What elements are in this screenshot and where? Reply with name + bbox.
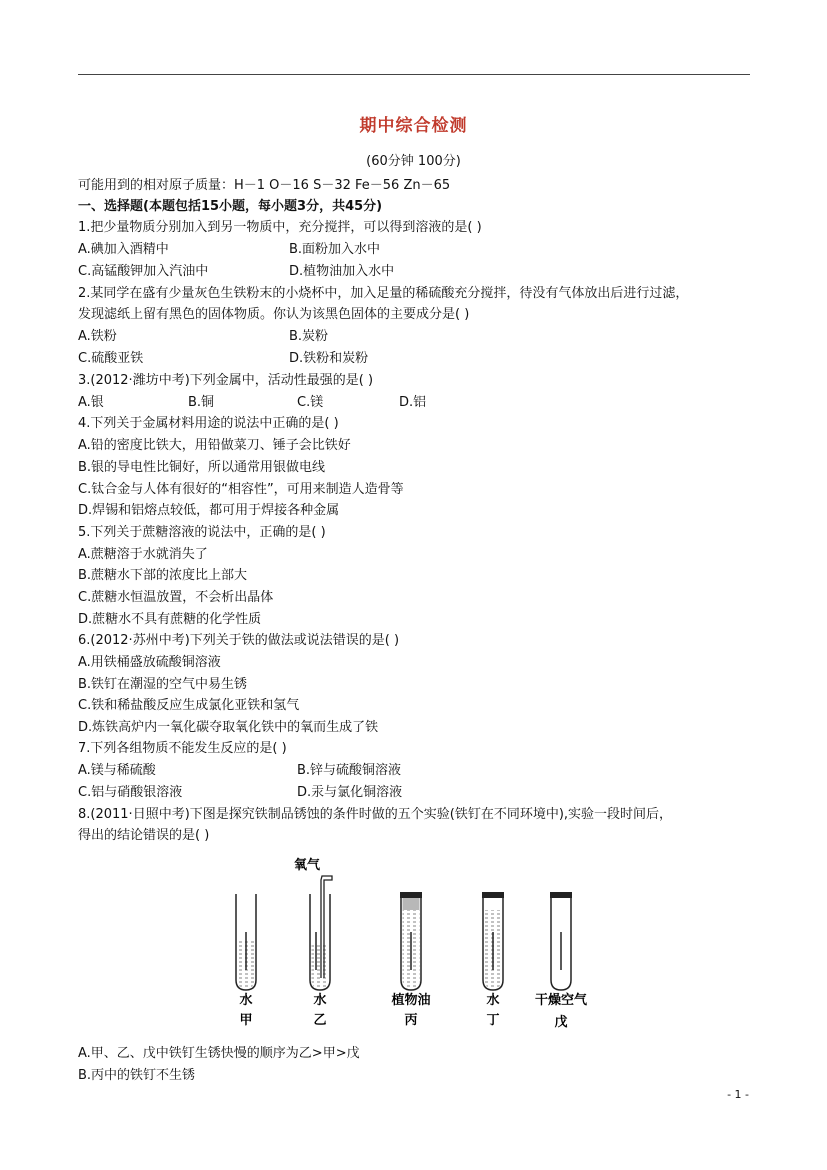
- tube-wu-label: 戊: [554, 1015, 568, 1030]
- page-title: 期中综合检测: [359, 116, 468, 136]
- q3-option-a: A.银: [78, 395, 104, 410]
- tube-ding-content: 水: [486, 993, 500, 1008]
- q4-stem: 4.下列关于金属材料用途的说法中正确的是( ): [78, 416, 339, 431]
- tube-yi-content: 水: [313, 993, 327, 1008]
- q1-option-a: A.碘加入酒精中: [78, 242, 169, 257]
- q3-option-c: C.镁: [297, 395, 324, 410]
- q7-option-a: A.镁与稀硫酸: [78, 763, 156, 778]
- q5-option-d: D.蔗糖水不具有蔗糖的化学性质: [78, 612, 262, 627]
- q3-option-d: D.铝: [399, 395, 427, 410]
- q2-stem-line2: 发现滤纸上留有黑色的固体物质。你认为该黑色固体的主要成分是( ): [78, 307, 470, 322]
- q6-option-b: B.铁钉在潮湿的空气中易生锈: [78, 677, 248, 692]
- q7-option-c: C.铝与硝酸银溶液: [78, 785, 183, 800]
- q4-option-a: A.铅的密度比铁大，用铅做菜刀、锤子会比铁好: [78, 438, 351, 453]
- q5-option-c: C.蔗糖水恒温放置，不会析出晶体: [78, 590, 274, 605]
- exam-duration: (60分钟 100分): [366, 154, 461, 169]
- q8-stem-line2: 得出的结论错误的是( ): [78, 828, 210, 843]
- q2-option-b: B.炭粉: [289, 329, 329, 344]
- q1-option-c: C.高锰酸钾加入汽油中: [78, 264, 209, 279]
- q6-option-c: C.铁和稀盐酸反应生成氯化亚铁和氢气: [78, 698, 300, 713]
- q8-option-b: B.丙中的铁钉不生锈: [78, 1068, 196, 1083]
- q1-option-b: B.面粉加入水中: [289, 242, 381, 257]
- q2-option-a: A.铁粉: [78, 329, 117, 344]
- tube-bing: [400, 892, 422, 990]
- q6-option-d: D.炼铁高炉内一氧化碳夺取氧化铁中的氧而生成了铁: [78, 720, 379, 735]
- q5-option-b: B.蔗糖水下部的浓度比上部大: [78, 568, 248, 583]
- q6-option-a: A.用铁桶盛放硫酸铜溶液: [78, 655, 221, 670]
- q8-stem-line1: 8.(2011·日照中考)下图是探究铁制品锈蚀的条件时做的五个实验(铁钉在不同环境中),实验一段时间后，: [78, 807, 673, 822]
- q7-option-d: D.汞与氯化铜溶液: [297, 785, 403, 800]
- test-tube-figure: [220, 852, 600, 1032]
- q2-option-d: D.铁粉和炭粉: [289, 351, 369, 366]
- tube-ding: [482, 892, 504, 990]
- q8-option-a: A.甲、乙、戊中铁钉生锈快慢的顺序为乙>甲>戊: [78, 1046, 360, 1061]
- q3-option-b: B.铜: [188, 395, 215, 410]
- q2-option-c: C.硫酸亚铁: [78, 351, 144, 366]
- tube-jia-content: 水: [239, 993, 253, 1008]
- q1-option-d: D.植物油加入水中: [289, 264, 395, 279]
- q4-option-d: D.焊锡和铝熔点较低，都可用于焊接各种金属: [78, 503, 340, 518]
- header-rule: [78, 74, 750, 75]
- q4-option-c: C.钛合金与人体有很好的“相容性”，可用来制造人造骨等: [78, 482, 404, 497]
- tube-bing-content: 植物油: [391, 993, 431, 1008]
- tube-wu: [550, 892, 572, 990]
- atomic-mass-note: 可能用到的相对原子质量：H－1 O－16 S－32 Fe－56 Zn－65: [78, 178, 451, 193]
- tube-yi: [310, 876, 332, 990]
- oxygen-label: 氧气: [294, 858, 321, 873]
- q2-stem-line1: 2.某同学在盛有少量灰色生铁粉末的小烧杯中，加入足量的稀硫酸充分搅拌，待没有气体放出后进行过滤，: [78, 286, 689, 301]
- q1-stem: 1.把少量物质分别加入到另一物质中，充分搅拌，可以得到溶液的是( ): [78, 220, 482, 235]
- tube-jia: [236, 894, 256, 990]
- q5-option-a: A.蔗糖溶于水就消失了: [78, 547, 208, 562]
- page-number: - 1 -: [727, 1088, 749, 1101]
- tube-bing-label: 丙: [404, 1013, 418, 1028]
- tube-ding-label: 丁: [486, 1013, 500, 1028]
- q4-option-b: B.银的导电性比铜好，所以通常用银做电线: [78, 460, 326, 475]
- q6-stem: 6.(2012·苏州中考)下列关于铁的做法或说法错误的是( ): [78, 633, 400, 648]
- tube-jia-label: 甲: [239, 1013, 253, 1028]
- section-heading: 一、选择题(本题包括15小题，每小题3分，共45分): [78, 199, 383, 214]
- q5-stem: 5.下列关于蔗糖溶液的说法中，正确的是( ): [78, 525, 326, 540]
- q3-stem: 3.(2012·潍坊中考)下列金属中，活动性最强的是( ): [78, 373, 374, 388]
- tube-yi-label: 乙: [313, 1013, 327, 1028]
- q7-option-b: B.锌与硫酸铜溶液: [297, 763, 402, 778]
- q7-stem: 7.下列各组物质不能发生反应的是( ): [78, 741, 287, 756]
- tube-wu-content: 干燥空气: [534, 993, 588, 1008]
